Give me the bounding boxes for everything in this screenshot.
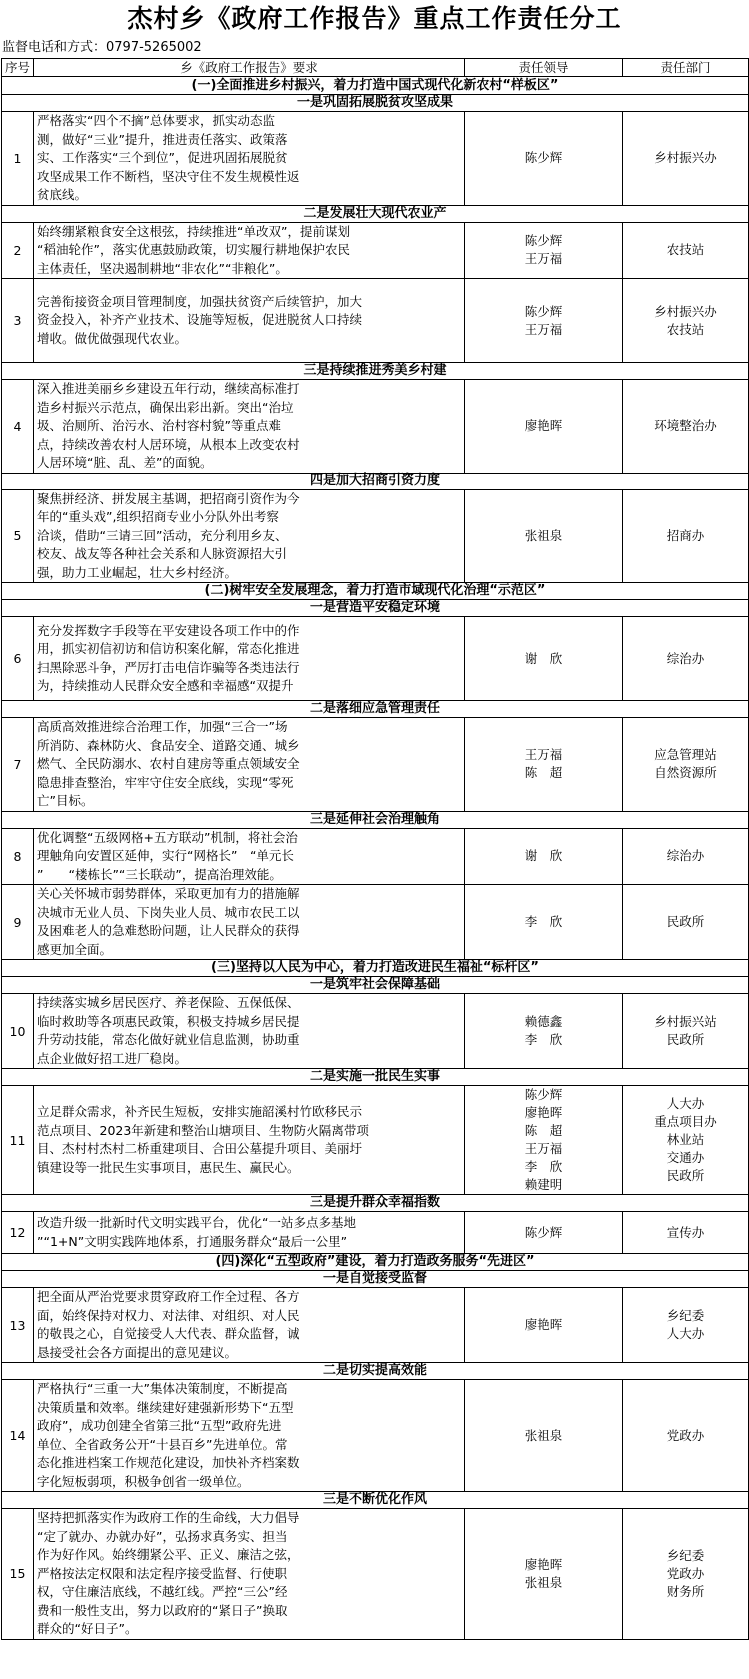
row-leader: 谢 欣: [465, 828, 623, 885]
row-department: 乡村振兴办 农技站: [623, 279, 749, 363]
row-department: 综治办: [623, 617, 749, 701]
row-requirement: 改造升级一批新时代文明实践平台，优化“一站多点多基地 ”“1+N”文明实践阵地体系，打通服务群众“最后一公里”: [34, 1212, 465, 1254]
table-row: [2, 1288, 749, 1363]
subsection-heading-row: [2, 1271, 749, 1288]
row-requirement: 充分发挥数字手段等在平安建设各项工作中的作 用，抓实初信初访和信访积案化解，常态化推进 扫黑除恶斗争，严厉打击电信诈骗等各类违法行 为，持续推动人民群众安全感和幸福感“双提升: [34, 617, 465, 701]
row-department: 招商办: [623, 489, 749, 583]
row-requirement: 完善衔接资金项目管理制度，加强扶贫资产后续管护，加大 资金投入，补齐产业技术、设施等短板，促进脱贫人口持续 增收。做优做强现代农业。: [34, 279, 465, 363]
subsection-heading: 二是落细应急管理责任: [2, 701, 749, 718]
subsection-heading: 一是自觉接受监督: [2, 1271, 749, 1288]
subsection-heading-row: [2, 1069, 749, 1086]
row-number: 14: [2, 1380, 34, 1492]
row-requirement: 聚焦拼经济、拼发展主基调，把招商引资作为今 年的“重头戏”,组织招商专业小分队外出考察 洽谈，借助“三请三回”活动，充分利用乡友、 校友、战友等各种社会关系和人脉资源招大引 强，助力工业崛起，壮大乡村经济。: [34, 489, 465, 583]
subsection-heading: 三是不断优化作风: [2, 1492, 749, 1509]
row-leader: 陈少辉 王万福: [465, 279, 623, 363]
row-number: 6: [2, 617, 34, 701]
document-title: 杰村乡《政府工作报告》重点工作责任分工: [127, 4, 622, 33]
table-row: [2, 1509, 749, 1640]
table-row: [2, 1380, 749, 1492]
row-department: 乡纪委 人大办: [623, 1288, 749, 1363]
section-heading: (二)树牢安全发展理念，着力打造市域现代化治理“示范区”: [2, 583, 749, 600]
subsection-heading: 三是提升群众幸福指数: [2, 1195, 749, 1212]
row-requirement: 立足群众需求，补齐民生短板，安排实施韶溪村竹欧移民示 范点项目、2023年新建和整治山塘项目、生物防火隔离带项 目、杰村村杰村二桥重建项目、合田公墓提升项目、美丽圩 镇建设等一批民生实事项目，惠民生、赢民心。: [34, 1086, 465, 1195]
subsection-heading-row: [2, 1363, 749, 1380]
row-department: 党政办: [623, 1380, 749, 1492]
subsection-heading-row: [2, 1492, 749, 1509]
row-requirement: 高质高效推进综合治理工作，加强“三合一”场 所消防、森林防火、食品安全、道路交通、城乡 燃气、全民防溺水、农村自建房等重点领域安全 隐患排查整治，牢牢守住安全底线，实现“零死 亡”目标。: [34, 718, 465, 812]
row-leader: 张祖泉: [465, 1380, 623, 1492]
row-number: 8: [2, 828, 34, 885]
row-leader: 张祖泉: [465, 489, 623, 583]
subsection-heading: 二是实施一批民生实事: [2, 1069, 749, 1086]
section-heading-row: [2, 1254, 749, 1271]
header-no: 序号: [2, 59, 34, 77]
row-leader: 谢 欣: [465, 617, 623, 701]
section-heading: (四)深化“五型政府”建设，着力打造政务服务“先进区”: [2, 1254, 749, 1271]
row-leader: 陈少辉 廖艳晖 陈 超 王万福 李 欣 赖建明: [465, 1086, 623, 1195]
subsection-heading: 二是发展壮大现代农业产: [2, 205, 749, 222]
row-requirement: 严格执行“三重一大”集体决策制度，不断提高 决策质量和效率。继续建好建强新形势下“五型 政府”，成功创建全省第三批“五型”政府先进 单位、全省政务公开“十县百乡”先进单位。常 态化推进档案工作规范化建设，加快补齐档案数 字化短板弱项，积极争创省一级单位。: [34, 1380, 465, 1492]
subsection-heading: 一是营造平安稳定环境: [2, 600, 749, 617]
table-header-row: [2, 59, 749, 77]
row-department: 人大办 重点项目办 林业站 交通办 民政所: [623, 1086, 749, 1195]
row-department: 应急管理站 自然资源所: [623, 718, 749, 812]
row-leader: 廖艳晖 张祖泉: [465, 1509, 623, 1640]
subsection-heading: 三是持续推进秀美乡村建: [2, 363, 749, 380]
subsection-heading: 一是筑牢社会保障基础: [2, 977, 749, 994]
section-heading-row: [2, 77, 749, 95]
subsection-heading: 一是巩固拓展脱贫攻坚成果: [2, 95, 749, 112]
row-requirement: 深入推进美丽乡乡建设五年行动，继续高标准打 造乡村振兴示范点，确保出彩出新。突出“治垃 圾、治厕所、治污水、治村容村貌”等重点难 点，持续改善农村人居环境，从根本上改变农村 人居环境“脏、乱、差”的面貌。: [34, 380, 465, 474]
table-row: [2, 718, 749, 812]
table-row: [2, 279, 749, 363]
row-requirement: 持续落实城乡居民医疗、养老保险、五保低保、 临时救助等各项惠民政策，积极支持城乡居民提 升劳动技能，常态化做好就业信息监测，协助重 点企业做好招工进厂稳岗。: [34, 994, 465, 1069]
row-number: 2: [2, 222, 34, 279]
section-heading: (三)坚持以人民为中心，着力打造改进民生福祉“标杆区”: [2, 960, 749, 977]
subsection-heading: 四是加大招商引资力度: [2, 473, 749, 489]
table-row: [2, 112, 749, 206]
subsection-heading-row: [2, 473, 749, 489]
table-row: [2, 489, 749, 583]
subsection-heading-row: [2, 95, 749, 112]
table-row: [2, 380, 749, 474]
row-number: 12: [2, 1212, 34, 1254]
row-number: 4: [2, 380, 34, 474]
row-leader: 陈少辉: [465, 112, 623, 206]
subsection-heading-row: [2, 363, 749, 380]
row-department: 宣传办: [623, 1212, 749, 1254]
row-department: 农技站: [623, 222, 749, 279]
row-leader: 陈少辉: [465, 1212, 623, 1254]
section-heading: (一)全面推进乡村振兴，着力打造中国式现代化新农村“样板区”: [2, 77, 749, 95]
table-row: [2, 1212, 749, 1254]
row-leader: 赖德鑫 李 欣: [465, 994, 623, 1069]
table-row: [2, 885, 749, 960]
row-leader: 李 欣: [465, 885, 623, 960]
row-number: 13: [2, 1288, 34, 1363]
row-leader: 陈少辉 王万福: [465, 222, 623, 279]
row-number: 11: [2, 1086, 34, 1195]
row-department: 民政所: [623, 885, 749, 960]
header-requirement: 乡《政府工作报告》要求: [34, 59, 465, 77]
section-heading-row: [2, 583, 749, 600]
row-requirement: 优化调整“五级网格+五方联动”机制，将社会治 理触角向安置区延伸，实行“网格长” “单元长 ” “楼栋长”“三长联动”，提高治理效能。: [34, 828, 465, 885]
subsection-heading-row: [2, 205, 749, 222]
row-number: 9: [2, 885, 34, 960]
header-department: 责任部门: [623, 59, 749, 77]
row-department: 乡村振兴办: [623, 112, 749, 206]
row-number: 1: [2, 112, 34, 206]
subsection-heading-row: [2, 977, 749, 994]
row-leader: 廖艳晖: [465, 380, 623, 474]
table-row: [2, 994, 749, 1069]
subsection-heading-row: [2, 811, 749, 828]
row-requirement: 严格落实“四个不摘”总体要求，抓实动态监 测，做好“三业”提升，推进责任落实、政策落 实、工作落实“三个到位”，促进巩固拓展脱贫 攻坚成果工作不断档，坚决守住不发生规模性返 贫底线。: [34, 112, 465, 206]
header-leader: 责任领导: [465, 59, 623, 77]
table-row: [2, 222, 749, 279]
row-number: 5: [2, 489, 34, 583]
table-row: [2, 1086, 749, 1195]
row-requirement: 关心关怀城市弱势群体，采取更加有力的措施解 决城市无业人员、下岗失业人员、城市农民工以 及困难老人的急难愁盼问题，让人民群众的获得 感更加全面。: [34, 885, 465, 960]
subsection-heading-row: [2, 701, 749, 718]
subsection-heading-row: [2, 600, 749, 617]
subsection-heading: 三是延伸社会治理触角: [2, 811, 749, 828]
row-leader: 王万福 陈 超: [465, 718, 623, 812]
row-department: 乡村振兴站 民政所: [623, 994, 749, 1069]
table-row: [2, 828, 749, 885]
responsibility-table: [1, 58, 749, 1640]
subsection-heading: 二是切实提高效能: [2, 1363, 749, 1380]
row-department: 环境整治办: [623, 380, 749, 474]
row-requirement: 坚持把抓落实作为政府工作的生命线，大力倡导 “定了就办、办就办好”，弘扬求真务实、担当 作为好作风。始终绷紧公平、正义、廉洁之弦， 严格按法定权限和法定程序接受监督、行使职 权，守住廉洁底线，不越红线。严控“三公”经 费和一般性支出，努力以政府的“紧日子”换取 群众的“好日子”。: [34, 1509, 465, 1640]
row-department: 综治办: [623, 828, 749, 885]
table-row: [2, 617, 749, 701]
subsection-heading-row: [2, 1195, 749, 1212]
supervision-contact: 监督电话和方式：0797-5265002: [2, 40, 202, 55]
row-number: 15: [2, 1509, 34, 1640]
row-number: 10: [2, 994, 34, 1069]
row-requirement: 把全面从严治党要求贯穿政府工作全过程、各方 面，始终保持对权力、对法律、对组织、对人民 的敬畏之心，自觉接受人大代表、群众监督，诚 恳接受社会各方面提出的意见建议。: [34, 1288, 465, 1363]
section-heading-row: [2, 960, 749, 977]
row-number: 3: [2, 279, 34, 363]
row-requirement: 始终绷紧粮食安全这根弦，持续推进“单改双”，提前谋划 “稻油轮作”，落实优惠鼓励政策，切实履行耕地保护农民 主体责任，坚决遏制耕地“非农化”“非粮化”。: [34, 222, 465, 279]
table-body: [2, 77, 749, 1640]
row-department: 乡纪委 党政办 财务所: [623, 1509, 749, 1640]
row-number: 7: [2, 718, 34, 812]
row-leader: 廖艳晖: [465, 1288, 623, 1363]
